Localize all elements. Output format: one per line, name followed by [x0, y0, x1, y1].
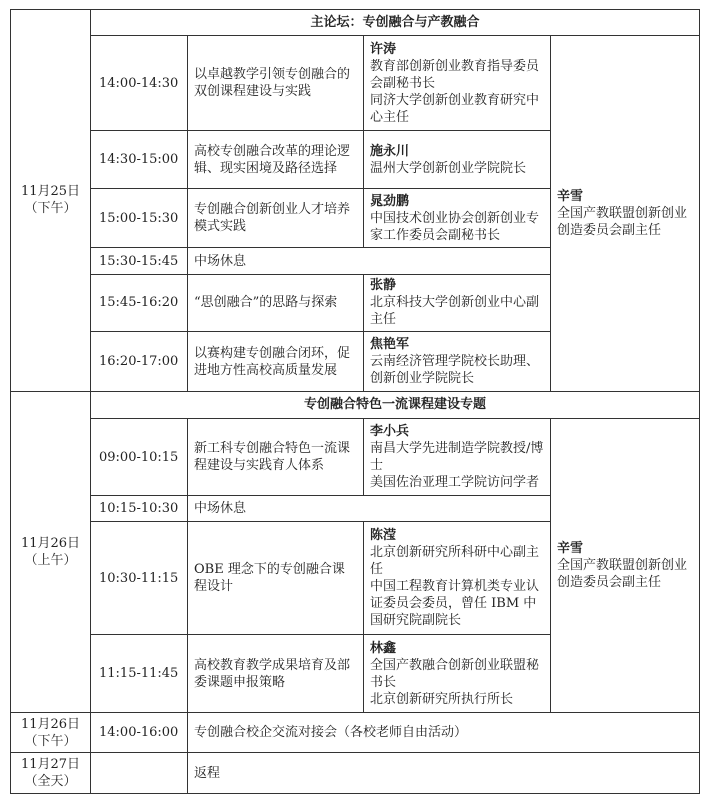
- session-topic: 高校教育教学成果培育及部委课题申报策略: [188, 635, 364, 713]
- day3-row: [11, 713, 700, 753]
- host-name: 辛雪: [557, 541, 584, 557]
- speaker-title: 北京科技大学创新创业中心副主任: [370, 295, 540, 328]
- session-topic: 高校专创融合改革的理论逻辑、现实困境及路径选择: [188, 131, 364, 189]
- host-title: 全国产教联盟创新创业创造委员会副主任: [557, 558, 688, 591]
- session-time: 15:00-15:30: [91, 188, 188, 248]
- speaker-title: 同济大学创新创业教育研究中心主任: [370, 92, 540, 125]
- session-speaker: [364, 131, 551, 189]
- session-topic: 新工科专创融合特色一流课程建设与实践育人体系: [188, 419, 364, 496]
- session-speaker: [364, 635, 551, 713]
- speaker-name: 李小兵: [370, 424, 410, 439]
- session-speaker: [364, 274, 551, 332]
- session-row: [11, 419, 700, 496]
- schedule-table: [10, 9, 700, 794]
- speaker-title: 美国佐治亚理工学院访问学者: [370, 475, 540, 490]
- session-time: 10:30-11:15: [91, 522, 188, 635]
- break-label: 中场休息: [188, 495, 551, 521]
- day2-section-title: 专创融合特色一流课程建设专题: [91, 391, 700, 418]
- session-row: [11, 36, 700, 131]
- day3-date-cell: [11, 713, 91, 753]
- session-topic: 以赛构建专创融合闭环，促进地方性高校高质量发展: [188, 332, 364, 392]
- day4-row: [11, 753, 700, 794]
- session-speaker: [364, 36, 551, 131]
- day1-section-row: [11, 10, 700, 36]
- session-speaker: [364, 188, 551, 248]
- speaker-title: 全国产教融合创新创业联盟秘书长: [370, 657, 540, 690]
- session-speaker: [364, 332, 551, 392]
- speaker-name: 许涛: [370, 41, 397, 57]
- speaker-title: 教育部创新创业教育指导委员会副秘书长: [370, 58, 540, 91]
- session-time: 14:00-14:30: [91, 36, 188, 131]
- session-time: 15:30-15:45: [91, 248, 188, 274]
- host-name: 辛雪: [557, 189, 584, 205]
- speaker-title: 北京创新研究所执行所长: [370, 691, 514, 707]
- break-label: 中场休息: [188, 248, 551, 274]
- session-topic: 以卓越教学引领专创融合的双创课程建设与实践: [188, 36, 364, 131]
- day2-date-cell: [11, 391, 91, 712]
- session-time: 14:30-15:00: [91, 131, 188, 189]
- session-speaker: [364, 419, 551, 496]
- session-topic: OBE 理念下的专创融合课程设计: [188, 522, 364, 635]
- host-title: 全国产教联盟创新创业创造委员会副主任: [557, 206, 688, 239]
- session-speaker: [364, 522, 551, 635]
- day2-section-row: [11, 391, 700, 418]
- day1-host-cell: [551, 36, 700, 392]
- speaker-title: 中国工程教育计算机类专业认证委员会委员，曾任 IBM 中国研究院副院长: [370, 579, 540, 629]
- speaker-title: 温州大学创新创业学院院长: [370, 160, 527, 176]
- speaker-name: 晁劲鹏: [370, 193, 410, 209]
- day4-time-empty: [91, 753, 188, 794]
- day2-host-cell: [551, 419, 700, 713]
- day4-date-cell: [11, 753, 91, 794]
- session-time: 09:00-10:15: [91, 419, 188, 496]
- speaker-name: 陈滢: [370, 528, 397, 544]
- speaker-title: 中国技术创业协会创新创业专家工作委员会副秘书长: [370, 210, 540, 243]
- session-time: 14:00-16:00: [91, 713, 188, 753]
- day1-section-title: 主论坛：专创融合与产教融合: [91, 10, 700, 36]
- speaker-title: 南昌大学先进制造学院教授/博士: [370, 441, 544, 473]
- day2-date: 11月26日: [20, 535, 81, 551]
- day3-date: 11月26日: [20, 716, 81, 732]
- day2-period: （上午）: [24, 552, 77, 568]
- speaker-name: 林鑫: [370, 640, 397, 656]
- day1-period: （下午）: [24, 201, 77, 217]
- session-time: 11:15-11:45: [91, 635, 188, 713]
- speaker-title: 北京创新研究所科研中心副主任: [370, 545, 540, 578]
- speaker-name: 焦艳军: [370, 337, 410, 353]
- day3-period: （下午）: [24, 733, 77, 749]
- session-topic: “思创融合”的思路与探索: [188, 274, 364, 332]
- session-time: 16:20-17:00: [91, 332, 188, 392]
- day1-date: 11月25日: [20, 184, 81, 200]
- speaker-name: 施永川: [370, 143, 410, 159]
- session-topic: 专创融合创新创业人才培养模式实践: [188, 188, 364, 248]
- day1-date-cell: [11, 10, 91, 392]
- session-time: 15:45-16:20: [91, 274, 188, 332]
- day4-activity: 返程: [188, 753, 700, 794]
- day3-activity: 专创融合校企交流对接会（各校老师自由活动）: [188, 713, 700, 753]
- session-time: 10:15-10:30: [91, 495, 188, 521]
- speaker-name: 张静: [370, 278, 397, 294]
- day4-period: （全天）: [24, 774, 77, 790]
- speaker-title: 云南经济管理学院校长助理、创新创业学院院长: [370, 354, 540, 387]
- day4-date: 11月27日: [20, 757, 81, 773]
